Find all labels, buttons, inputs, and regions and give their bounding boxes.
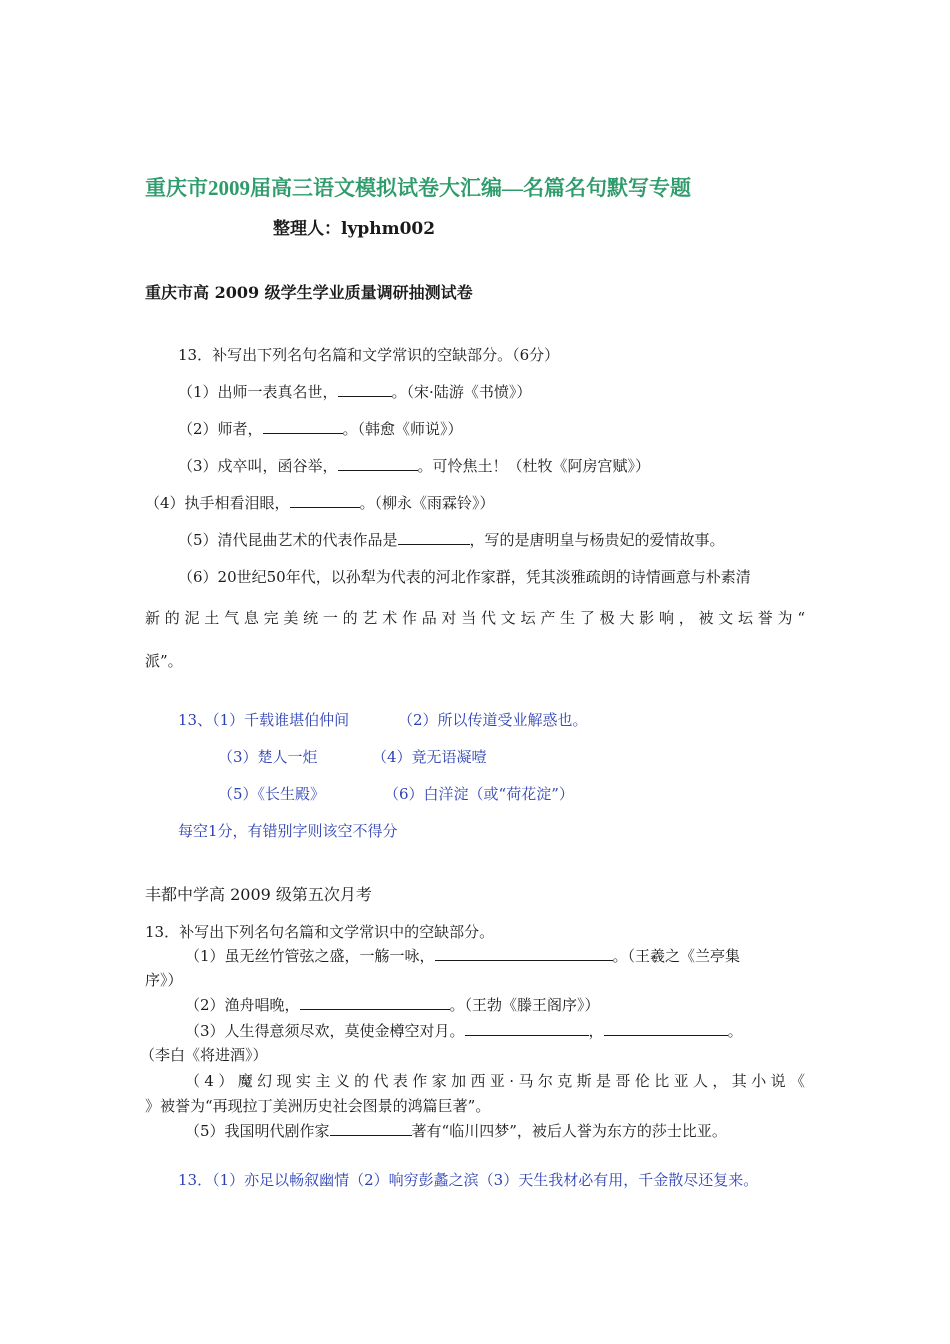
question-item-1: （1）出师一表真名世， 。（宋·陆游《书愤》） xyxy=(178,383,532,401)
question2-item-5: （5）我国明代剧作家 著有“临川四梦”，被后人誉为东方的莎士比亚。 xyxy=(185,1122,727,1140)
section-heading-2: 丰都中学高 2009 级第五次月考 xyxy=(145,885,372,904)
question-item-4: （4）执手相看泪眼， 。（柳永《雨霖铃》） xyxy=(145,494,495,512)
answer2-line: 13．（1）亦足以畅叙幽情（2）响穷彭蠡之滨（3）天生我材必有用，千金散尽还复来。 xyxy=(178,1171,759,1189)
question2-item-1-cont: 序》） xyxy=(145,971,183,989)
question2-item-3-cont: （李白《将进酒》） xyxy=(140,1046,268,1064)
answer-line-2b: （4）竟无语凝噎 xyxy=(372,748,487,766)
blank-line xyxy=(604,1021,728,1036)
blank-line xyxy=(300,995,450,1010)
section-heading-1: 重庆市高 2009 级学生学业质量调研抽测试卷 xyxy=(145,283,473,302)
answer-line-2a: （3）楚人一炬 xyxy=(218,748,318,766)
blank-line xyxy=(465,1021,589,1036)
question2-item-1: （1）虽无丝竹管弦之盛，一觞一咏， 。（王羲之《兰亭集 xyxy=(185,947,741,965)
question-intro-2: 13．补写出下列名句名篇和文学常识中的空缺部分。 xyxy=(145,923,495,941)
question2-item-4: （4）魔幻现实主义的代表作家加西亚·马尔克斯是哥伦比亚人，其小说《 xyxy=(185,1072,805,1090)
question2-item-4-cont: 》被誉为“再现拉丁美洲历史社会图景的鸿篇巨著”。 xyxy=(145,1097,491,1115)
blank-line xyxy=(330,1121,412,1136)
question-item-5: （5）清代昆曲艺术的代表作品是 ，写的是唐明皇与杨贵妃的爱情故事。 xyxy=(178,531,725,549)
question2-item-2: （2）渔舟唱晚， 。（王勃《滕王阁序》） xyxy=(185,996,600,1014)
answer-line-3a: （5）《长生殿》 xyxy=(218,785,326,803)
blank-line xyxy=(290,493,360,508)
question-item-6-line2: 新的泥土气息完美统一的艺术作品对当代文坛产生了极大影响，被文坛誉为“ xyxy=(145,609,805,627)
question-item-6-line1: （6）20世纪50年代，以孙犁为代表的河北作家群，凭其淡雅疏朗的诗情画意与朴素清 xyxy=(178,568,751,586)
question2-item-3: （3）人生得意须尽欢，莫使金樽空对月。 ， 。 xyxy=(185,1022,743,1040)
blank-line xyxy=(435,946,613,961)
blank-line xyxy=(263,419,343,434)
author-line: 整理人：lyphm002 xyxy=(273,219,436,239)
question-item-6-line3: 派”。 xyxy=(145,652,183,670)
blank-line xyxy=(398,530,470,545)
question-item-3: （3）戍卒叫，函谷举， 。可怜焦土！（杜牧《阿房宫赋》） xyxy=(178,457,651,475)
document-title: 重庆市2009届高三语文模拟试卷大汇编—名篇名句默写专题 xyxy=(145,176,691,200)
question-item-2: （2）师者， 。（韩愈《师说》） xyxy=(178,420,463,438)
question-intro-1: 13．补写出下列名句名篇和文学常识的空缺部分。（6分） xyxy=(178,346,560,364)
blank-line xyxy=(338,382,392,397)
answer-line-3b: （6）白洋淀（或“荷花淀”） xyxy=(384,785,574,803)
answer-note: 每空1分，有错别字则该空不得分 xyxy=(178,822,398,840)
answer-line-1b: （2）所以传道受业解惑也。 xyxy=(398,711,588,729)
blank-line xyxy=(338,456,418,471)
answer-line-1a: 13、（1）千载谁堪伯仲间 xyxy=(178,711,350,729)
